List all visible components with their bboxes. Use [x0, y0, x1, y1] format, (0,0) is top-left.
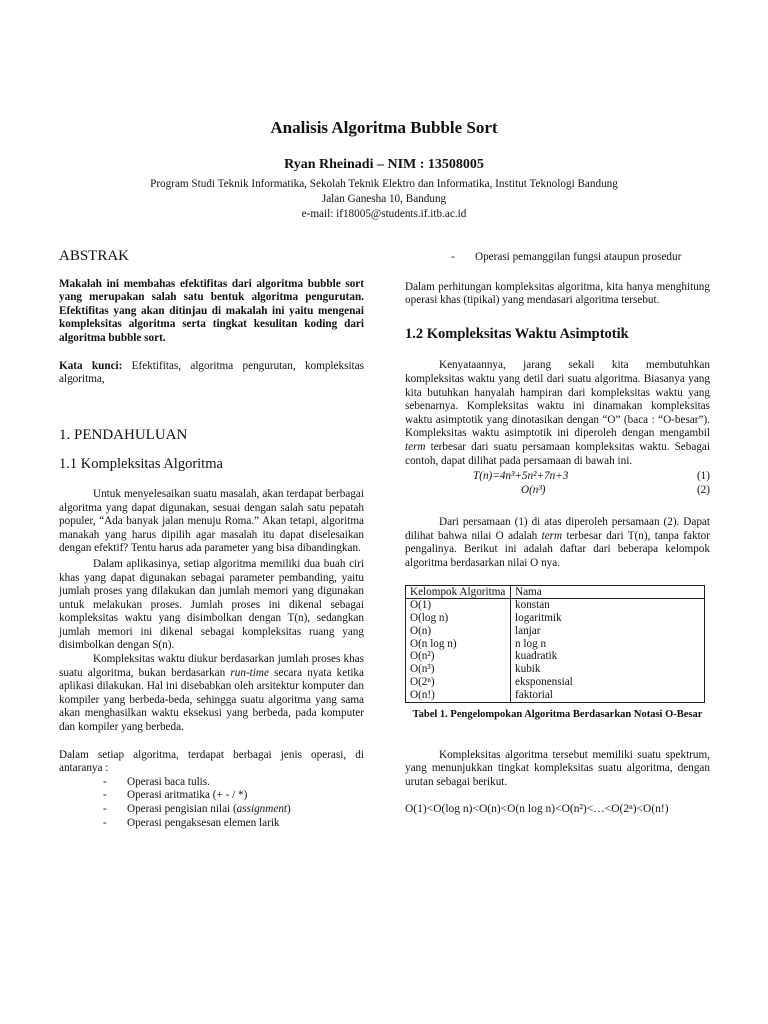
- name-value: kuadratik: [515, 650, 558, 663]
- name-value: konstan: [515, 599, 550, 612]
- name-value: logaritmik: [515, 612, 562, 625]
- keywords: [59, 360, 364, 387]
- table-caption: Tabel 1. Pengelompokan Algoritma Berdasarkan Notasi O-Besar: [412, 708, 703, 720]
- email: e-mail: if18005@students.if.itb.ac.id: [301, 208, 467, 220]
- paragraph-6-a: Kenyataannya, jarang sekali kita membutuhkan kompleksitas waktu yang detil dari suatu algoritma. Biasanya yang kita butuhkan hanyalah hampiran dari kompleksitas waktu yang sebenarnya. Kompleksitas waktu ini dinamakan kompleksitas waktu asimptotik yang dinotasikan dengan “O” (baca : “O-besar”). Kompleksitas waktu asimptotik ini diperoleh dengan mengambil: [405, 359, 710, 440]
- group-value: O(n): [410, 624, 432, 637]
- equation-1: T(n)=4n³+5n²+7n+3: [473, 470, 569, 483]
- paragraph-6-b: terbesar dari suatu persamaan kompleksitas waktu. Sebagai contoh, dapat dilihat pada persamaan di bawah ini.: [405, 440, 710, 467]
- list-item: [59, 817, 364, 831]
- list-item-text: [127, 803, 364, 817]
- paragraph-5: Dalam perhitungan kompleksitas algoritma, kita hanya menghitung operasi khas (tipikal) yang mendasari algoritma tersebut.: [405, 280, 710, 307]
- table-header-row: [406, 585, 705, 599]
- abstract-heading: ABSTRAK: [59, 248, 130, 264]
- paragraph-3-b: secara nyata ketika aplikasi dilakukan. Hal ini disebabkan oleh arsitektur komputer dan kompiler yang berbeda-beda, sehingga suatu algoritma yang sama akan menghasilkan waktu eksekusi yang berbeda, pada komputer dan kompiler yang berbeda.: [59, 666, 364, 734]
- name-value: lanjar: [515, 624, 541, 637]
- list-item-text-a: Operasi pengisian nilai (: [127, 803, 237, 815]
- dash: -: [103, 803, 107, 815]
- paragraph-7-a: Dari persamaan (1) di atas diperoleh persamaan (2). Dapat dilihat bahwa nilai O adalah: [405, 516, 710, 542]
- right-column: [405, 251, 710, 817]
- list-item: [59, 789, 364, 803]
- name-value: kubik: [515, 663, 541, 676]
- dash: -: [103, 789, 107, 802]
- list-item-close: ): [287, 803, 291, 815]
- name-value: n log n: [515, 637, 547, 650]
- complexity-table: [405, 585, 705, 703]
- list-item-text: Operasi aritmatika (+ - / *): [127, 789, 248, 802]
- group-value: O(log n): [410, 612, 449, 625]
- paper-title: Analisis Algoritma Bubble Sort: [270, 118, 498, 137]
- complexity-order: O(1)<O(log n)<O(n)<O(n log n)<O(n²)<…<O(2ⁿ)<O(n!): [405, 803, 669, 816]
- table-header: Nama: [511, 585, 705, 599]
- name-value: eksponensial: [515, 676, 573, 689]
- keywords-text: Efektifitas, algoritma pengurutan, kompleksitas algoritma,: [59, 359, 364, 386]
- keywords-label: Kata kunci:: [59, 359, 123, 372]
- equations: [405, 470, 710, 500]
- affiliation: Program Studi Teknik Informatika, Sekolah Teknik Elektro dan Informatika, Institut Teknologi Bandung: [150, 178, 618, 190]
- section1-heading: 1. PENDAHULUAN: [59, 426, 188, 443]
- list-item: [405, 251, 710, 265]
- group-value: O(2ⁿ): [410, 676, 435, 689]
- paragraph-3: [59, 653, 364, 735]
- group-value: O(n³): [410, 663, 435, 676]
- equation-2-number: (2): [696, 484, 710, 497]
- list-item-text: Operasi baca tulis.: [127, 775, 210, 788]
- left-column: [59, 250, 364, 830]
- address: Jalan Ganesha 10, Bandung: [321, 193, 447, 205]
- dash: -: [103, 816, 107, 829]
- list-item-text: Operasi pemanggilan fungsi ataupun prosedur: [475, 251, 682, 263]
- dash: -: [451, 251, 455, 263]
- paragraph-2: Dalam aplikasinya, setiap algoritma memiliki dua buah ciri khas yang dapat digunakan sebagai parameter pembanding, yaitu jumlah proses yang dilakukan dan jumlah memori yang digunakan untuk melakukan proses. Jumlah proses ini dikenal sebagai kompleksitas waktu yang disimbolkan dengan T(n), sedangkan jumlah memori ini dikenal sebagai kompleksitas ruang yang disimbolkan dengan S(n).: [59, 557, 364, 652]
- paragraph-7-b: terbesar dari T(n), tanpa faktor pengalinya. Berikut ini adalah daftar dari beberapa kelompok algoritma berdasarkan nilai O nya.: [405, 529, 710, 569]
- equation-1-number: (1): [696, 470, 710, 483]
- paragraph-4: Dalam setiap algoritma, terdapat berbagai jenis operasi, di antaranya :: [59, 748, 364, 775]
- name-value: faktorial: [515, 688, 553, 701]
- paragraph-3-a: Kompleksitas waktu diukur berdasarkan jumlah proses khas suatu algoritma, bukan berdasarkan: [59, 653, 364, 679]
- table-header: Kelompok Algoritma: [406, 585, 511, 599]
- group-value: O(1): [410, 599, 432, 612]
- equation-2: O(n³): [521, 484, 546, 497]
- list-item-text: Operasi pengaksesan elemen larik: [127, 816, 280, 829]
- section11-heading: 1.1 Kompleksitas Algoritma: [59, 456, 223, 473]
- paragraph-8: Kompleksitas algoritma tersebut memiliki suatu spektrum, yang menunjukkan tingkat kompleksitas suatu algoritma, dengan urutan sebagai berikut.: [405, 748, 710, 788]
- table-cell-name: [511, 599, 705, 702]
- group-value: O(n!): [410, 688, 435, 701]
- paragraph-6: [405, 359, 710, 468]
- table-row: [406, 599, 705, 702]
- group-value: O(n²): [410, 650, 435, 663]
- group-value: O(n log n): [410, 637, 457, 650]
- paragraph-3-em: run-time: [230, 666, 269, 679]
- abstract-text: Makalah ini membahas efektifitas dari algoritma bubble sort yang merupakan salah satu bentuk algoritma pengurutan. Efektifitas yang akan ditinjau di makalah ini yaitu mengenai kompleksitas algoritma serta tingkat kesulitan koding dari algoritma bubble sort.: [59, 277, 364, 344]
- author-line: Ryan Rheinadi – NIM : 13508005: [284, 157, 484, 172]
- paragraph-6-em: term: [405, 440, 426, 453]
- dash: -: [103, 775, 107, 788]
- list-item-em: assignment: [236, 803, 288, 815]
- paragraph-7-em: term: [541, 529, 563, 542]
- section12-heading: 1.2 Kompleksitas Waktu Asimptotik: [405, 325, 629, 342]
- table-cell-group: [406, 599, 511, 702]
- paragraph-1: Untuk menyelesaikan suatu masalah, akan terdapat berbagai algoritma yang dapat digunakan, sesuai dengan salah satu pepatah populer, “Ada banyak jalan menuju Roma.” Akan tetapi, algoritma manakah yang harus dipilih agar masalah itu dapat diselesaikan dengan efektif? Tentu harus ada parameter yang bisa dibandingkan.: [59, 487, 364, 555]
- list-item: [59, 776, 364, 790]
- paragraph-7: [405, 516, 710, 570]
- list-item: [59, 803, 364, 817]
